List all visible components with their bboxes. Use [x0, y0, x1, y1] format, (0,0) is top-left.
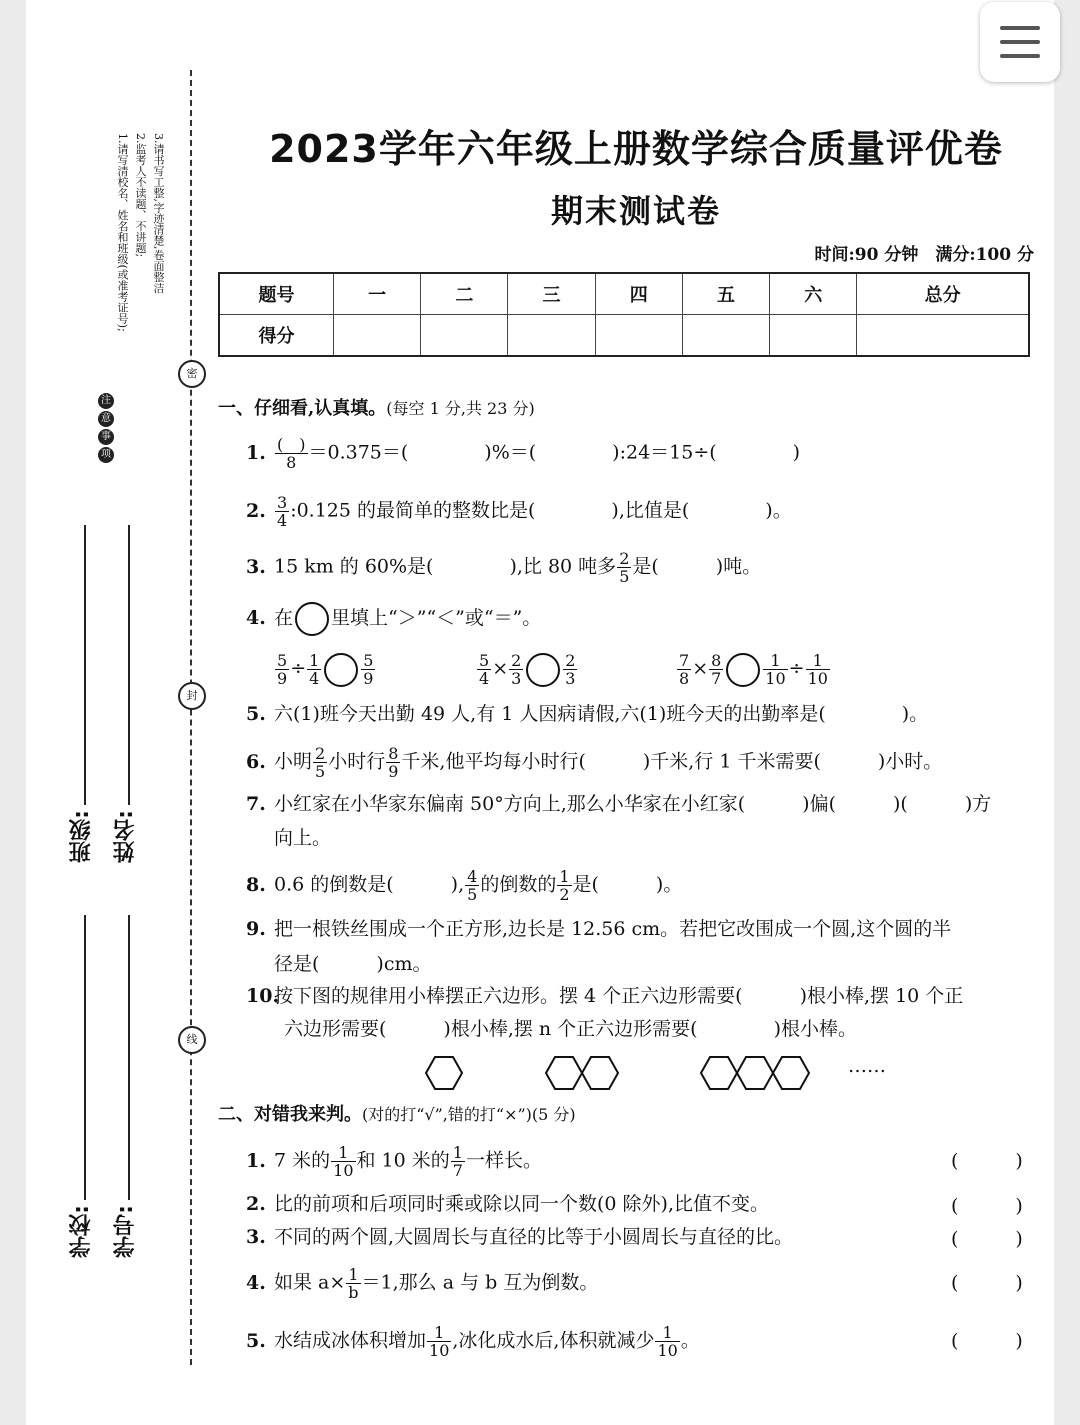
comparison-expression-1: $\frac{5}{9}$ ÷ $\frac{1}{4}$ $\frac{5}{9}$	[277, 651, 374, 688]
hexagon-1	[426, 1057, 462, 1089]
binding-mark-feng: 封	[178, 682, 206, 710]
time-info: 时间:90 分钟 满分:100 分	[814, 245, 1034, 265]
score-row-label: 得分	[219, 315, 334, 357]
notes-head-1: 注	[98, 393, 114, 409]
score-cell[interactable]	[682, 315, 769, 357]
answer-paren-2-2[interactable]: ( )	[951, 1195, 1023, 1217]
answer-circle[interactable]	[526, 653, 560, 687]
notes-line-3: 3.请书写工整,字迹清楚,卷面整洁	[152, 133, 165, 294]
header-cell: 四	[595, 273, 682, 315]
class-field-line[interactable]	[84, 525, 86, 805]
question-1-9: 9. 把一根铁丝围成一个正方形,边长是 12.56 cm。若把它改围成一个圆,这个圆的半	[246, 918, 952, 940]
question-1-7: 7. 小红家在小华家东偏南 50°方向上,那么小华家在小红家( )偏( )( )方	[246, 793, 992, 815]
student-id-field-line[interactable]	[128, 915, 130, 1200]
question-2-4: 4. 如果 a× $\frac{1}{b}$ ＝1,那么 a 与 b 互为倒数。	[246, 1265, 599, 1302]
question-1-9-line2: 径是( )cm。	[274, 953, 432, 975]
question-1-3: 3. 15 km 的 60%是( ),比 80 吨多 $\frac{2}{5}$ 是( )吨。	[246, 549, 762, 586]
answer-paren-2-5[interactable]: ( )	[951, 1330, 1023, 1352]
hexagon-continuation-dots: ……	[848, 1055, 886, 1077]
question-2-1: 1. 7 米的 $\frac{1}{10}$ 和 10 米的 $\frac{1}{7}$ 一样长。	[246, 1143, 542, 1180]
notes-line-2: 2.监考人不读题、不讲题;	[134, 133, 147, 258]
question-2-2: 2. 比的前项和后项同时乘或除以同一个数(0 除外),比值不变。	[246, 1193, 769, 1215]
score-cell[interactable]	[595, 315, 682, 357]
fraction: $\frac{2}{5}$	[619, 549, 630, 586]
fraction: $\frac{3}{4}$	[277, 493, 288, 530]
score-table-score-row	[219, 315, 1029, 357]
comparison-circle-icon	[295, 602, 329, 636]
header-cell: 总分	[857, 273, 1029, 315]
school-field-label: 学校:	[69, 1205, 94, 1258]
score-cell[interactable]	[770, 315, 857, 357]
page-subtitle: 期末测试卷	[550, 192, 721, 230]
score-cell[interactable]	[508, 315, 595, 357]
page-title: 2023学年六年级上册数学综合质量评优卷	[269, 127, 1003, 171]
question-1-8: 8. 0.6 的倒数是( ), $\frac{4}{5}$ 的倒数的 $\frac{1}{2}$ 是( )。	[246, 867, 683, 904]
answer-circle[interactable]	[726, 653, 760, 687]
hamburger-menu-icon	[1000, 40, 1040, 44]
question-1-6: 6. 小明 $\frac{2}{5}$ 小时行 $\frac{8}{9}$ 千米,他平均每小时行( )千米,行 1 千米需要( )小时。	[246, 744, 943, 781]
hamburger-menu-icon	[1000, 54, 1040, 58]
student-id-field-label: 学号:	[113, 1205, 138, 1258]
exam-paper	[26, 0, 1054, 1425]
score-cell[interactable]	[857, 315, 1029, 357]
score-cell[interactable]	[421, 315, 508, 357]
question-1-5: 5. 六(1)班今天出勤 49 人,有 1 人因病请假,六(1)班今天的出勤率是( )。	[246, 703, 929, 725]
answer-paren-2-1[interactable]: ( )	[951, 1150, 1023, 1172]
header-cell: 六	[770, 273, 857, 315]
school-field-line[interactable]	[84, 915, 86, 1200]
notes-head-4: 项	[98, 447, 114, 463]
question-1-10-line2: 六边形需要( )根小棒,摆 n 个正六边形需要( )根小棒。	[284, 1018, 858, 1040]
notes-line-1: 1.请写清校名、姓名和班级(或准考证号);	[116, 133, 129, 332]
notes-head-2: 意	[98, 411, 114, 427]
name-field-label: 姓名:	[113, 810, 138, 863]
hexagon-2-a	[546, 1057, 582, 1089]
hexagon-2-b	[582, 1057, 618, 1089]
header-cell: 五	[682, 273, 769, 315]
question-1-4: 4. 在 里填上“＞”“＜”或“＝”。	[246, 602, 541, 636]
answer-paren-2-4[interactable]: ( )	[951, 1272, 1023, 1294]
comparison-expression-2: $\frac{5}{4}$ × $\frac{2}{3}$ $\frac{2}{3}$	[479, 651, 576, 688]
question-1-10: 10.按下图的规律用小棒摆正六边形。摆 4 个正六边形需要( )根小棒,摆 10 个正	[246, 985, 964, 1007]
header-cell: 一	[334, 273, 421, 315]
question-2-5: 5. 水结成冰体积增加 $\frac{1}{10}$ ,冰化成水后,体积就减少 $\frac{1}{10}$ 。	[246, 1323, 700, 1360]
answer-circle[interactable]	[324, 653, 358, 687]
binding-mark-xian: 线	[178, 1026, 206, 1054]
comparison-expression-3: $\frac{7}{8}$ × $\frac{8}{7}$ $\frac{1}{10}$ ÷ $\frac{1}{10}$	[679, 651, 828, 688]
header-cell: 二	[421, 273, 508, 315]
menu-button[interactable]	[980, 2, 1060, 82]
section2-title: 二、对错我来判。(对的打“√”,错的打“×”)(5 分)	[218, 1104, 576, 1125]
header-cell: 题号	[219, 273, 334, 315]
notes-head-3: 事	[98, 429, 114, 445]
class-field-label: 班级:	[69, 810, 94, 863]
hexagon-3-b	[737, 1057, 773, 1089]
answer-paren-2-3[interactable]: ( )	[951, 1228, 1023, 1250]
hamburger-menu-icon	[1000, 26, 1040, 30]
score-table-header-row	[219, 273, 1029, 315]
score-cell[interactable]	[334, 315, 421, 357]
question-1-1: 1. $\frac{( )}{8}$ ＝0.375＝( )%＝( ):24＝15÷( )	[246, 435, 801, 472]
hexagon-pattern-figure	[416, 1048, 836, 1098]
question-2-3: 3. 不同的两个圆,大圆周长与直径的比等于小圆周长与直径的比。	[246, 1226, 794, 1248]
score-table	[218, 272, 1030, 357]
hexagon-3-a	[701, 1057, 737, 1089]
name-field-line[interactable]	[128, 525, 130, 805]
fraction: $\frac{( )}{8}$	[277, 435, 306, 472]
section1-title: 一、仔细看,认真填。(每空 1 分,共 23 分)	[218, 398, 535, 419]
binding-mark-mi: 密	[178, 360, 206, 388]
hexagon-3-c	[773, 1057, 809, 1089]
question-1-2: 2. $\frac{3}{4}$ :0.125 的最简单的整数比是( ),比值是( )。	[246, 493, 792, 530]
header-cell: 三	[508, 273, 595, 315]
binding-dashed-line	[190, 70, 192, 1365]
notes-box	[98, 133, 166, 468]
question-1-7-line2: 向上。	[274, 827, 332, 849]
